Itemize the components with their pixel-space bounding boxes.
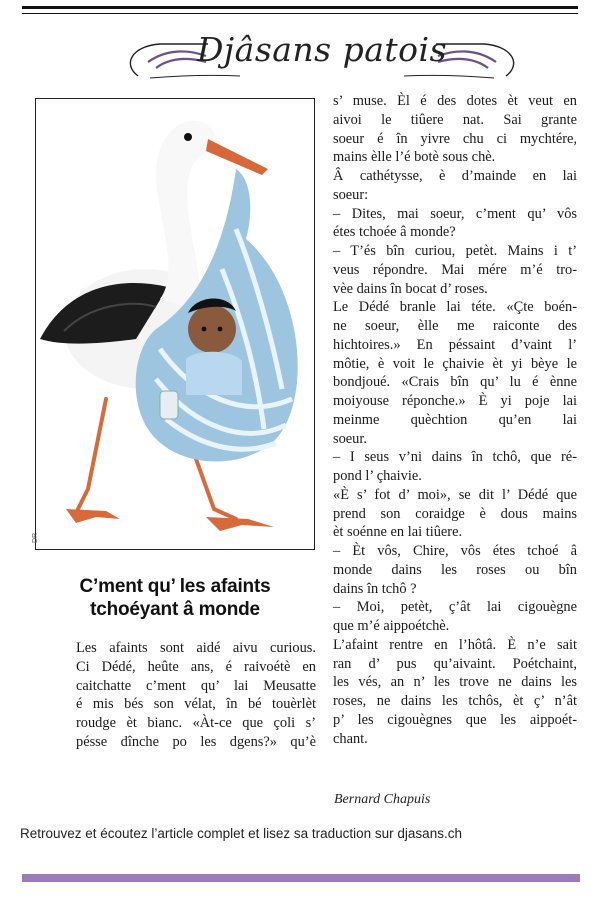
section-title: Djâsans patois (196, 30, 448, 69)
text-line: pond l’ çhaivie. (333, 468, 422, 484)
footer-bar (22, 874, 580, 882)
text-line: Les afaints sont aidé aivu curious. (76, 640, 316, 656)
text-line: dains în tchô ? (333, 580, 417, 597)
text-line: é mis bés son vélat, în bé touèrlèt (76, 696, 316, 713)
text-line: – T’és bîn curiou, petèt. Mains i t’ (333, 243, 577, 259)
text-line: veus répondre. Mai mére m’é tro- (333, 261, 577, 278)
text-line: pésse dînche po les dgens?» qu’è (76, 733, 316, 750)
text-line: roudge èt bianc. «Àt-ce que çoli s’ (76, 715, 316, 731)
text-line: Ci Dédé, heûte ans, é raivoétè en (76, 658, 316, 675)
text-line: aivoi le tiûere nat. Sai grante (333, 111, 577, 128)
stork-baby-illustration (32, 98, 315, 550)
text-line: p’ les cigouègnes que les aippoét- (333, 711, 577, 728)
text-line: moiyouse réponche.» È yi poje lai (333, 393, 577, 409)
photo-credit: DR (32, 532, 39, 543)
text-line: s’ muse. Èl é des dotes èt veut en (333, 93, 577, 109)
text-line: vèe dains în bocat d’ roses. (333, 280, 488, 297)
article-body-right-column (333, 92, 577, 748)
top-rule-thin (22, 13, 578, 14)
text-line: L’afaint rentre en l’hôtâ. È n’e sait (333, 636, 577, 653)
text-line: hichtoires.» En péssaint d’vaint l’ (333, 336, 577, 353)
text-line: – I seus v’ni dains în tchô, que ré- (333, 449, 577, 466)
text-line: chant. (333, 730, 368, 747)
author-signature: Bernard Chapuis (334, 792, 431, 807)
text-line: – Moi, petèt, ç’ât lai cigouègne (333, 599, 577, 616)
footer-note: Retrouvez et écoutez l’article complet et lisez sa traduction sur djasans.ch (20, 826, 462, 841)
text-line: mains èlle l’é botè sous chè. (333, 149, 496, 166)
section-header (120, 24, 524, 88)
text-line: monde dains les roses ou bîn (333, 561, 577, 578)
text-line: Â cathétysse, è d’mainde en lai (333, 168, 577, 184)
text-line: caitchatte c’ment qu’ lai Meusatte (76, 677, 316, 694)
text-line: ne soeur, èlle me raiconte des (333, 318, 577, 334)
article-title-line-1: C’ment qu’ les afaints (79, 576, 271, 597)
text-line: – Dites, mai soeur, c’ment qu’ vôs (333, 205, 577, 222)
text-line: roses, ne dains les tchôs, èt ç’ n’ât (333, 693, 577, 709)
text-line: soeur: (333, 186, 369, 203)
top-rule-thick (22, 6, 578, 9)
article-title-line-2: tchoéyant â monde (90, 599, 260, 620)
text-line: soeur. (333, 430, 367, 447)
text-line: soeur é în yivre chu ci mychtére, (333, 130, 577, 147)
text-line: èt soénne en lai tiûere. (333, 524, 463, 541)
text-line: – Èt vôs, Chire, vôs étes tchoé â (333, 543, 577, 559)
text-line: ran d’ pus qu’aivaint. Poétchaint, (333, 655, 577, 672)
text-line: meinme quèchtion qu’en lai (333, 411, 577, 428)
text-line: môtie, è voit le çhaivie èt yi bèye le (333, 355, 577, 372)
text-line: prend son coraidge è dous mains (333, 505, 577, 522)
text-line: bondjoué. «Crais bîn qu’ lu é ènne (333, 374, 577, 391)
text-line: Le Dédé branle lai téte. «Çte boén- (333, 299, 577, 316)
text-line: que m’é aippoétchè. (333, 618, 450, 634)
text-line: étes tchoée â monde? (333, 224, 456, 241)
article-title (60, 575, 290, 621)
article-body-left-column (76, 639, 316, 752)
text-line: les vés, an n’ les trove ne dains les (333, 674, 577, 691)
text-line: «È s’ fot d’ moi», se dit l’ Dédé que (333, 486, 577, 503)
